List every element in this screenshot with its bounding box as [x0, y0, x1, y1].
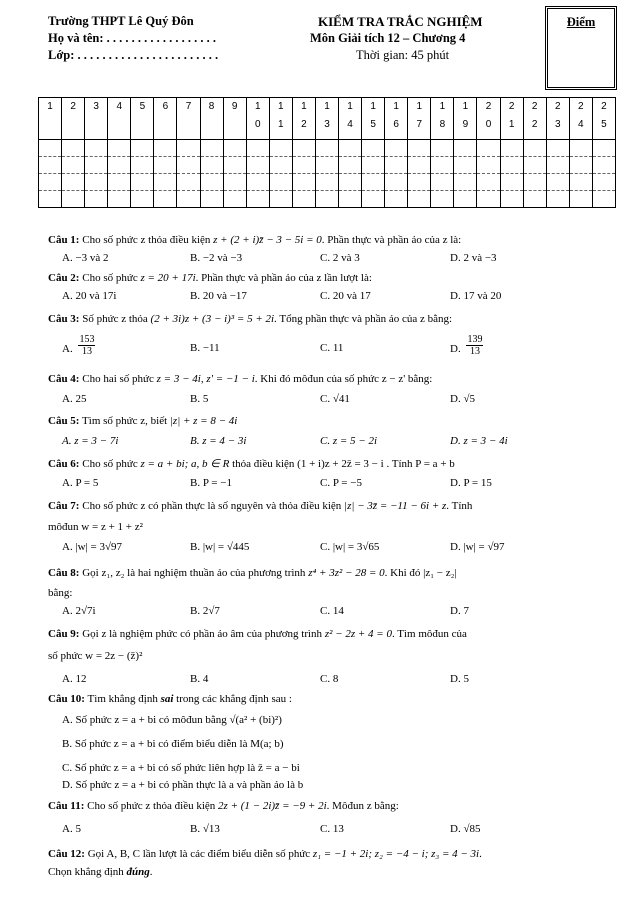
answer-cell[interactable] — [108, 191, 131, 208]
answer-cell[interactable] — [154, 191, 177, 208]
answer-cell[interactable] — [292, 191, 315, 208]
answer-cell[interactable] — [431, 191, 454, 208]
answer-cell[interactable] — [477, 140, 500, 157]
answer-grid-header-row — [39, 98, 616, 140]
option-a: A. 25 — [62, 393, 87, 405]
answer-cell[interactable] — [408, 174, 431, 191]
answer-cell[interactable] — [246, 191, 269, 208]
answer-cell[interactable] — [269, 140, 292, 157]
answer-cell[interactable] — [85, 157, 108, 174]
option-d: D. √85 — [450, 823, 481, 835]
answer-cell[interactable] — [500, 157, 523, 174]
answer-cell[interactable] — [62, 174, 85, 191]
answer-cell[interactable] — [523, 157, 546, 174]
question-7-options — [0, 541, 624, 555]
question-1-options — [0, 252, 624, 266]
answer-cell[interactable] — [39, 174, 62, 191]
answer-cell[interactable] — [108, 140, 131, 157]
question-1 — [48, 234, 598, 246]
answer-grid — [38, 97, 616, 208]
question-5 — [48, 415, 598, 427]
question-stem: Gọi z là nghiệm phức có phần ảo âm của phương trình — [82, 628, 323, 640]
question-label: Câu 7: — [48, 500, 80, 512]
question-12 — [48, 848, 598, 860]
answer-cell[interactable] — [569, 157, 592, 174]
answer-cell[interactable] — [569, 140, 592, 157]
answer-cell[interactable] — [362, 157, 385, 174]
question-5-options — [0, 435, 624, 449]
option-c: C. 11 — [320, 342, 344, 354]
answer-cell[interactable] — [431, 157, 454, 174]
option-d: D. 5 — [450, 673, 469, 685]
student-name-line: Họ và tên: . . . . . . . . . . . . . . . . . . — [48, 31, 217, 45]
question-6-options — [0, 477, 624, 491]
question-math: |z| + z = 8 − 4i — [169, 415, 238, 427]
option-a: A. 12 — [62, 673, 87, 685]
question-label: Câu 12: — [48, 848, 85, 860]
answer-cell[interactable] — [200, 157, 223, 174]
question-tail: . Tính — [446, 500, 473, 512]
answer-cell[interactable] — [477, 174, 500, 191]
option-d: D. z = 3 − 4i — [450, 435, 508, 447]
question-label: Câu 10: — [48, 693, 85, 705]
answer-grid-number: 2 — [62, 98, 85, 140]
answer-cell[interactable] — [315, 174, 338, 191]
answer-cell[interactable] — [39, 140, 62, 157]
answer-cell[interactable] — [385, 140, 408, 157]
option-c: C. √41 — [320, 393, 350, 405]
answer-cell[interactable] — [315, 191, 338, 208]
option-a: A. z = 3 − 7i — [62, 435, 119, 447]
option-c: C. 13 — [320, 823, 344, 835]
answer-cell[interactable] — [39, 157, 62, 174]
option-b: B. 20 và −17 — [190, 290, 247, 302]
answer-row — [39, 140, 616, 157]
question-stem: Tìm khẳng định — [87, 693, 158, 705]
answer-cell[interactable] — [592, 157, 615, 174]
statement-d: D. Số phức z = a + bi có phần thực là a và phần ảo là b — [62, 779, 304, 791]
option-d: D. 2 và −3 — [450, 252, 497, 264]
answer-cell[interactable] — [246, 157, 269, 174]
statement-a: A. Số phức z = a + bi có môđun bằng √(a² + (bi)²) — [62, 714, 282, 726]
question-label: Câu 8: — [48, 567, 80, 579]
option-b: B. −2 và −3 — [190, 252, 243, 264]
option-b: B. √13 — [190, 823, 220, 835]
answer-cell[interactable] — [362, 174, 385, 191]
option-d: D. √5 — [450, 393, 475, 405]
answer-cell[interactable] — [85, 174, 108, 191]
question-3-options — [0, 334, 624, 364]
score-box — [545, 6, 617, 90]
question-stem: Cho số phức z có phần thực là số nguyên và thỏa điều kiện — [82, 500, 342, 512]
question-8 — [48, 567, 598, 579]
option-a: A. 20 và 17i — [62, 290, 117, 302]
option-a: A. P = 5 — [62, 477, 99, 489]
answer-grid-number: 2 0 — [477, 98, 500, 140]
question-stem: Cho số phức z thỏa điều kiện — [82, 234, 211, 246]
answer-cell[interactable] — [292, 157, 315, 174]
question-stem: Cho số phức — [82, 458, 138, 470]
answer-cell[interactable] — [62, 191, 85, 208]
answer-cell[interactable] — [315, 157, 338, 174]
answer-cell[interactable] — [200, 191, 223, 208]
option-d: D. 17 và 20 — [450, 290, 502, 302]
question-stem: Số phức z thỏa — [82, 313, 148, 325]
answer-cell[interactable] — [546, 174, 569, 191]
question-tail: . Khi đó |z₁ − z₂| — [384, 567, 457, 579]
answer-cell[interactable] — [362, 140, 385, 157]
answer-cell[interactable] — [223, 174, 246, 191]
answer-grid-number: 1 — [39, 98, 62, 140]
answer-cell[interactable] — [339, 157, 362, 174]
answer-grid-number: 9 — [223, 98, 246, 140]
question-stem: Gọi A, B, C lần lượt là các điểm biểu diễn số phức — [87, 848, 311, 860]
option-b: B. P = −1 — [190, 477, 232, 489]
question-12-line2: Chọn khẳng định đúng. — [48, 866, 153, 878]
answer-grid-number: 2 4 — [569, 98, 592, 140]
answer-grid-number: 3 — [85, 98, 108, 140]
answer-grid-number: 1 0 — [246, 98, 269, 140]
question-label: Câu 4: — [48, 373, 80, 385]
answer-cell[interactable] — [408, 157, 431, 174]
option-b: B. −11 — [190, 342, 220, 354]
answer-cell[interactable] — [523, 174, 546, 191]
question-label: Câu 2: — [48, 272, 80, 284]
answer-cell[interactable] — [292, 174, 315, 191]
question-10 — [48, 693, 598, 705]
question-tail: . Tổng phần thực và phần ảo của z bằng: — [274, 313, 453, 325]
question-3 — [48, 313, 598, 325]
question-9-options — [0, 673, 624, 687]
answer-cell[interactable] — [269, 157, 292, 174]
answer-cell[interactable] — [108, 157, 131, 174]
option-b: B. |w| = √445 — [190, 541, 250, 553]
answer-cell[interactable] — [592, 174, 615, 191]
answer-row — [39, 174, 616, 191]
answer-cell[interactable] — [246, 174, 269, 191]
answer-cell[interactable] — [500, 140, 523, 157]
option-c: C. 8 — [320, 673, 339, 685]
answer-cell[interactable] — [131, 157, 154, 174]
answer-cell[interactable] — [477, 157, 500, 174]
answer-cell[interactable] — [154, 157, 177, 174]
option-a: A. 5 — [62, 823, 81, 835]
answer-cell[interactable] — [131, 140, 154, 157]
fraction: $\frac{153}{13}$ — [79, 334, 95, 357]
question-2-options — [0, 290, 624, 304]
answer-cell[interactable] — [500, 191, 523, 208]
option-c: C. 2 và 3 — [320, 252, 360, 264]
answer-cell[interactable] — [569, 174, 592, 191]
question-tail: . Phần thực và phần ảo của z lần lượt là: — [195, 272, 372, 284]
answer-cell[interactable] — [454, 157, 477, 174]
answer-cell[interactable] — [385, 157, 408, 174]
question-tail: . — [479, 848, 482, 860]
answer-row — [39, 157, 616, 174]
option-d: D. $\frac{139}{13}$ — [450, 334, 483, 357]
answer-cell[interactable] — [569, 191, 592, 208]
answer-grid-number: 2 5 — [592, 98, 615, 140]
school-name: Trường THPT Lê Quý Đôn — [48, 14, 194, 28]
answer-cell[interactable] — [546, 191, 569, 208]
question-8-options — [0, 605, 624, 619]
answer-cell[interactable] — [269, 191, 292, 208]
answer-cell[interactable] — [592, 140, 615, 157]
subject-line: Môn Giải tích 12 – Chương 4 — [310, 31, 466, 45]
question-4-options — [0, 393, 624, 407]
answer-cell[interactable] — [431, 140, 454, 157]
answer-cell[interactable] — [108, 174, 131, 191]
question-math: z₁ = −1 + 2i; z₂ = −4 − i; z₃ = 4 − 3i — [312, 848, 480, 860]
option-c: C. z = 5 − 2i — [320, 435, 378, 447]
answer-grid-number: 2 2 — [523, 98, 546, 140]
answer-cell[interactable] — [523, 140, 546, 157]
answer-cell[interactable] — [500, 174, 523, 191]
question-stem: Gọi z₁, z₂ là hai nghiệm thuần ảo của phương trình — [82, 567, 306, 579]
question-tail: . Tìm môđun của — [391, 628, 467, 640]
answer-cell[interactable] — [339, 140, 362, 157]
answer-grid-number: 2 1 — [500, 98, 523, 140]
question-stem: Tìm số phức z, biết — [82, 415, 168, 427]
answer-cell[interactable] — [85, 191, 108, 208]
answer-cell[interactable] — [200, 174, 223, 191]
option-d: D. |w| = √97 — [450, 541, 505, 553]
statement-b: B. Số phức z = a + bi có điểm biểu diễn là M(a; b) — [62, 738, 284, 750]
answer-cell[interactable] — [177, 140, 200, 157]
option-d: D. 7 — [450, 605, 469, 617]
option-b: B. z = 4 − 3i — [190, 435, 247, 447]
answer-cell[interactable] — [408, 191, 431, 208]
question-label: Câu 6: — [48, 458, 80, 470]
answer-grid-number: 1 7 — [408, 98, 431, 140]
answer-cell[interactable] — [154, 140, 177, 157]
question-math: 2z + (1 − 2i)z̄ = −9 + 2i — [218, 800, 327, 812]
answer-cell[interactable] — [546, 140, 569, 157]
answer-cell[interactable] — [85, 140, 108, 157]
fraction: $\frac{139}{13}$ — [467, 334, 483, 357]
class-line: Lớp: . . . . . . . . . . . . . . . . . . . . . . . — [48, 48, 219, 62]
question-emphasis: đúng — [126, 866, 150, 878]
answer-cell[interactable] — [385, 191, 408, 208]
question-label: Câu 11: — [48, 800, 85, 812]
question-2 — [48, 272, 598, 284]
question-9-line2: số phức w = 2z − (z̄)² — [48, 650, 143, 662]
answer-row — [39, 191, 616, 208]
answer-cell[interactable] — [223, 191, 246, 208]
option-b: B. 4 — [190, 673, 209, 685]
answer-grid-number: 1 3 — [315, 98, 338, 140]
answer-cell[interactable] — [154, 174, 177, 191]
question-emphasis: sai — [160, 693, 174, 705]
answer-grid-number: 8 — [200, 98, 223, 140]
answer-grid-number: 1 8 — [431, 98, 454, 140]
question-stem: Cho số phức — [82, 272, 138, 284]
answer-cell[interactable] — [315, 140, 338, 157]
option-d: D. P = 15 — [450, 477, 492, 489]
option-c: C. |w| = 3√65 — [320, 541, 380, 553]
answer-cell[interactable] — [269, 174, 292, 191]
answer-cell[interactable] — [431, 174, 454, 191]
question-math: z² − 2z + 4 = 0 — [324, 628, 392, 640]
answer-cell[interactable] — [408, 140, 431, 157]
answer-grid-number: 5 — [131, 98, 154, 140]
answer-cell[interactable] — [339, 191, 362, 208]
question-math: (2 + 3i)z + (3 − i)³ = 5 + 2i — [150, 313, 275, 325]
answer-cell[interactable] — [523, 191, 546, 208]
answer-grid-number: 6 — [154, 98, 177, 140]
question-9 — [48, 628, 598, 640]
answer-cell[interactable] — [223, 157, 246, 174]
answer-grid-number: 1 6 — [385, 98, 408, 140]
option-c: C. 14 — [320, 605, 344, 617]
answer-cell[interactable] — [546, 157, 569, 174]
question-6 — [48, 457, 598, 470]
answer-grid-number: 1 5 — [362, 98, 385, 140]
option-a: A. $\frac{153}{13}$ — [62, 334, 95, 357]
option-b: B. 2√7 — [190, 605, 220, 617]
answer-grid-number: 1 1 — [269, 98, 292, 140]
question-11 — [48, 800, 598, 812]
question-7-line2: môđun w = z + 1 + z² — [48, 521, 143, 533]
question-label: Câu 9: — [48, 628, 80, 640]
answer-cell[interactable] — [62, 140, 85, 157]
answer-cell[interactable] — [292, 140, 315, 157]
question-tail: . Môđun z bằng: — [326, 800, 399, 812]
answer-cell[interactable] — [362, 191, 385, 208]
score-label: Điểm — [566, 15, 596, 29]
question-stem: trong các khẳng định sau : — [176, 693, 292, 705]
question-tail: thỏa điều kiện (1 + i)z + 2z̄ = 3 − i . Tính P = a + b — [229, 458, 455, 470]
answer-cell[interactable] — [454, 140, 477, 157]
option-c: C. P = −5 — [320, 477, 362, 489]
question-stem: Cho số phức z thỏa điều kiện — [87, 800, 216, 812]
question-math: z = 3 − 4i, z' = −1 − i — [156, 373, 255, 385]
answer-cell[interactable] — [477, 191, 500, 208]
question-tail: . Khi đó môđun của số phức z − z' bằng: — [254, 373, 433, 385]
answer-grid-number: 7 — [177, 98, 200, 140]
answer-cell[interactable] — [223, 140, 246, 157]
question-4 — [48, 373, 598, 385]
answer-cell[interactable] — [454, 191, 477, 208]
answer-cell[interactable] — [339, 174, 362, 191]
option-c: C. 20 và 17 — [320, 290, 371, 302]
duration-line: Thời gian: 45 phút — [356, 48, 450, 62]
question-math: |z| − 3z̄ = −11 − 6i + z — [344, 500, 447, 512]
question-7 — [48, 500, 598, 512]
answer-grid-number: 1 2 — [292, 98, 315, 140]
question-8-line2: bằng: — [48, 587, 73, 599]
answer-grid-number: 4 — [108, 98, 131, 140]
exam-title: KIỂM TRA TRẮC NGHIỆM — [318, 14, 483, 29]
answer-cell[interactable] — [246, 140, 269, 157]
option-b: B. 5 — [190, 393, 209, 405]
answer-cell[interactable] — [131, 191, 154, 208]
answer-cell[interactable] — [454, 174, 477, 191]
option-a: A. 2√7i — [62, 605, 96, 617]
answer-cell[interactable] — [177, 157, 200, 174]
question-stem: Cho hai số phức — [82, 373, 154, 385]
option-a: A. |w| = 3√97 — [62, 541, 123, 553]
question-math: z = a + bi; a, b ∈ R — [140, 458, 230, 470]
answer-cell[interactable] — [385, 174, 408, 191]
answer-cell[interactable] — [62, 157, 85, 174]
answer-grid-number: 2 3 — [546, 98, 569, 140]
statement-c: C. Số phức z = a + bi có số phức liên hợp là z̄ = a − bi — [62, 762, 300, 774]
question-math: z⁴ + 3z² − 28 = 0 — [308, 567, 385, 579]
answer-cell[interactable] — [592, 191, 615, 208]
answer-grid-number: 1 9 — [454, 98, 477, 140]
question-label: Câu 1: — [48, 234, 80, 246]
question-label: Câu 5: — [48, 415, 80, 427]
question-tail: . Phần thực và phần ảo của z là: — [321, 234, 462, 246]
option-a: A. −3 và 2 — [62, 252, 109, 264]
answer-cell[interactable] — [177, 174, 200, 191]
question-label: Câu 3: — [48, 313, 80, 325]
question-math: z + (2 + i)z̄ − 3 − 5i = 0 — [213, 234, 322, 246]
answer-cell[interactable] — [200, 140, 223, 157]
answer-cell[interactable] — [131, 174, 154, 191]
answer-cell[interactable] — [39, 191, 62, 208]
answer-cell[interactable] — [177, 191, 200, 208]
question-math: z = 20 + 17i — [140, 272, 196, 284]
answer-grid-number: 1 4 — [339, 98, 362, 140]
question-11-options — [0, 823, 624, 837]
